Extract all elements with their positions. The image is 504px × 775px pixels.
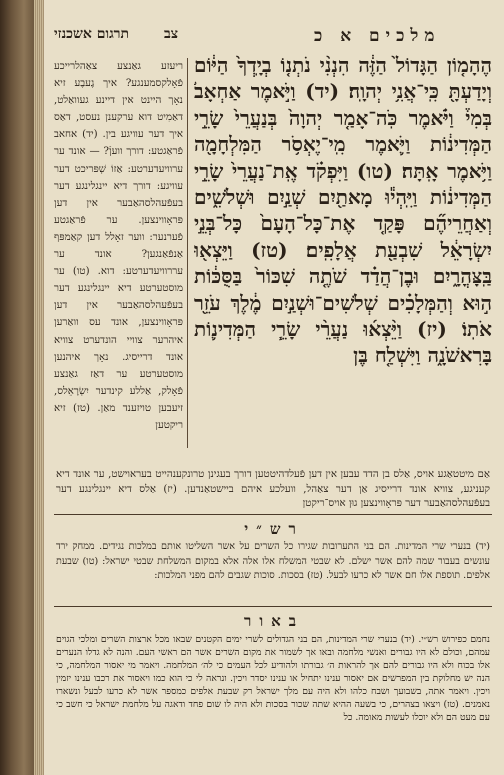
running-title-book: מלכים א כ: [314, 26, 441, 46]
rashi-heading: רש״י: [244, 520, 304, 538]
biur-heading: באור: [243, 612, 305, 630]
yiddish-translation-column: ריעזע גאַנצע צאַהלרייכע פֿאָלקסמענגע? איך גֶעבֶע זיא נאָך היינט אין דיינע געוואַלט, דאַמִיט דוא ערקענן נעסט, דאַס איך דער עוויגע בין. (יד) אחאב פֿראַגטע: דורך וועןֿ? — אונד ער ערוויעדערטע: אַזוֹ שְׁפּריכט דער עוויגע: דורך דיא יינגלינגע דער בעפֿעהלסהאַבער אין דען פּראָווינצען. ער פֿראַגטע פֿערנער: ווער זאָלל דען קאַמפּף אַנפֿאַנגען? אונד ער עררוויעדערטע: דוא. (טו) ער מוסטערטע דיא יינגלינגע דער בעפֿעהלסהאַבער אין דען פּראָווינצען, אונד עס וואַרען איהרער צוויי הונדערט צוויא אונד דרייסיג. נאָך איהנען מוסטערטע ער דאַז גאַנצע פֿאָלק, אַללע קינדער יִשְׂרָאֵלס, זיעבען טויזענד מאַן. (טז) זיא ריקטען: [54, 58, 188, 448]
divider-rule: [54, 606, 492, 607]
hebrew-text-column: הֶהָמ֤וֹן הַגָּדוֹל֙ הַזֶּ֔ה הִנְנִ֨י נֹתְנ֤וֹ בְיָֽדְךָ֙ הַיּ֔וֹם וְיָדַעְתָּ֖ כִּֽי־אֲנִ֥י יְהוָֽה׃ (יד) וַיֹּ֣אמֶר אַחְאָב֮ בְּמִי֒ וַיֹּ֗אמֶר כֹּֽה־אָמַ֤ר יְהוָה֙ בְּנַעֲרֵי֙ שָׂרֵ֣י הַמְּדִינ֔וֹת וַיֹּ֛אמֶר מִֽי־יֶאְסֹ֥ר הַמִּלְחָמָ֖ה וַיֹּ֥אמֶר אָֽתָּה׃ (טו) וַיִּפְקֹ֗ד אֶֽת־נַעֲרֵי֙ שָׂרֵ֣י הַמְּדִינ֔וֹת וַיִּֽהְי֕וּ מָאתַ֖יִם שְׁנַ֣יִם וּשְׁלֹשִׁ֑ים וְאַחֲרֵיהֶ֞ם פָּקַ֤ד אֶת־כָּל־הָעָם֙ כָּל־בְּנֵ֣י יִשְׂרָאֵ֔ל שִׁבְעַ֖ת אֲלָפִֽים׃ (טז) וַיֵּצְא֖וּ בַּֽצָּהֳרָ֑יִם וּבֶן־הֲדַ֗ד שֹׁתֶ֤ה שִׁכּוֹר֙ בַּסֻּכּ֔וֹת ה֣וּא וְהַמְּלָכִ֗ים שְׁלֹשִׁים־וּשְׁנַ֣יִם מֶ֔לֶךְ עֹזֵ֖ר אֹתֽוֹ׃ (יז) וַיֵּ֨צְא֜וּ נַעֲרֵ֨י שָׂרֵ֧י הַמְּדִינ֛וֹת בָּרִאשֹׁנָ֑ה וַיִּשְׁלַ֤ח בֶּן: [194, 53, 492, 368]
yiddish-continuation: אַם מיטטאַגע אויס, אַלס בן הדד עבען אין דען פֿעלדהיטטען דורך בעגינן טרונקענהייט בעראוישט, ער אונד דיא קעניגע, צוויא אונד דרייסיג אַן דער צאַהל, וועלכע איהם ביישטאַנדען. (יז) אַלס דיא יינגלינגע דער בעפֿעהלסהאַבער דער פּראָווינצען גוּן אויס־ריקטן: [56, 469, 490, 509]
page-number: צב: [164, 26, 179, 42]
book-page: [44, 0, 504, 775]
page-header: [44, 26, 504, 52]
rashi-commentary: (יד) בנערי שרי המדינות. הם בני התערובות שגירו כל השרים על אשר השליטו אותם במלכות נגידים. ממחק ירד עונשים בעבור שמה להם אשר ישלם. לא שבטי המשלח אלו אלה אלא במקום המשלחת שבטי ישראל: (טו) שבעת אלפים. תוספת אלו חם אשר לא כרעו לבעל. (טז) בסכות. סוכות שגבים להם מפני המלכות:: [56, 541, 490, 582]
divider-rule: [54, 514, 492, 515]
biur-commentary: נחמם כפירוש רש״י. (יד) בנערי שרי המדינות, הם בני הגדולים לשרי ימים הקטנים שבאו מכל ארצות השרים ומלכי הגוים עמהם, וכולם לא היו גבורים ואנשי מלחמה ובאו אך לשמור את מקום השרים אשר הם ראשי העם. והנה לא גדלו הנערים אלו בכוח ולא היו גבורים להם אך להראות ה׳ גבורתו ולהודיע לכל העמים כי לה׳ המלחמה. ויאמר מי יאסור המלחמה, כי הנה יש מחלוקת בין המפרשים אם יאסור ענינו יתחיל או ענינו יסדר ויכין. ונראה לי כי הוא כמו ויאסור את רכבו ענינו יזמין ויכין. ויאמר אתה, בשבועך ושבח כלהו ולא היה עם מלך ישראל רק שבעת אלפים כמספר אשר לא כרעו לבעל ונשארו נאמנים. (טז) ויצאו בצהרים, כי בשעה ההיא שתה שכור בסכות ולא היה לו שום פחד ודאגה על מלחמת ישראל כי חשב כי עם מעט הם ולא יוכלו לעשות מאומה. כל: [56, 634, 490, 723]
running-title-left: תרגום אשכנזי: [54, 26, 130, 42]
page-edges: [34, 0, 44, 775]
